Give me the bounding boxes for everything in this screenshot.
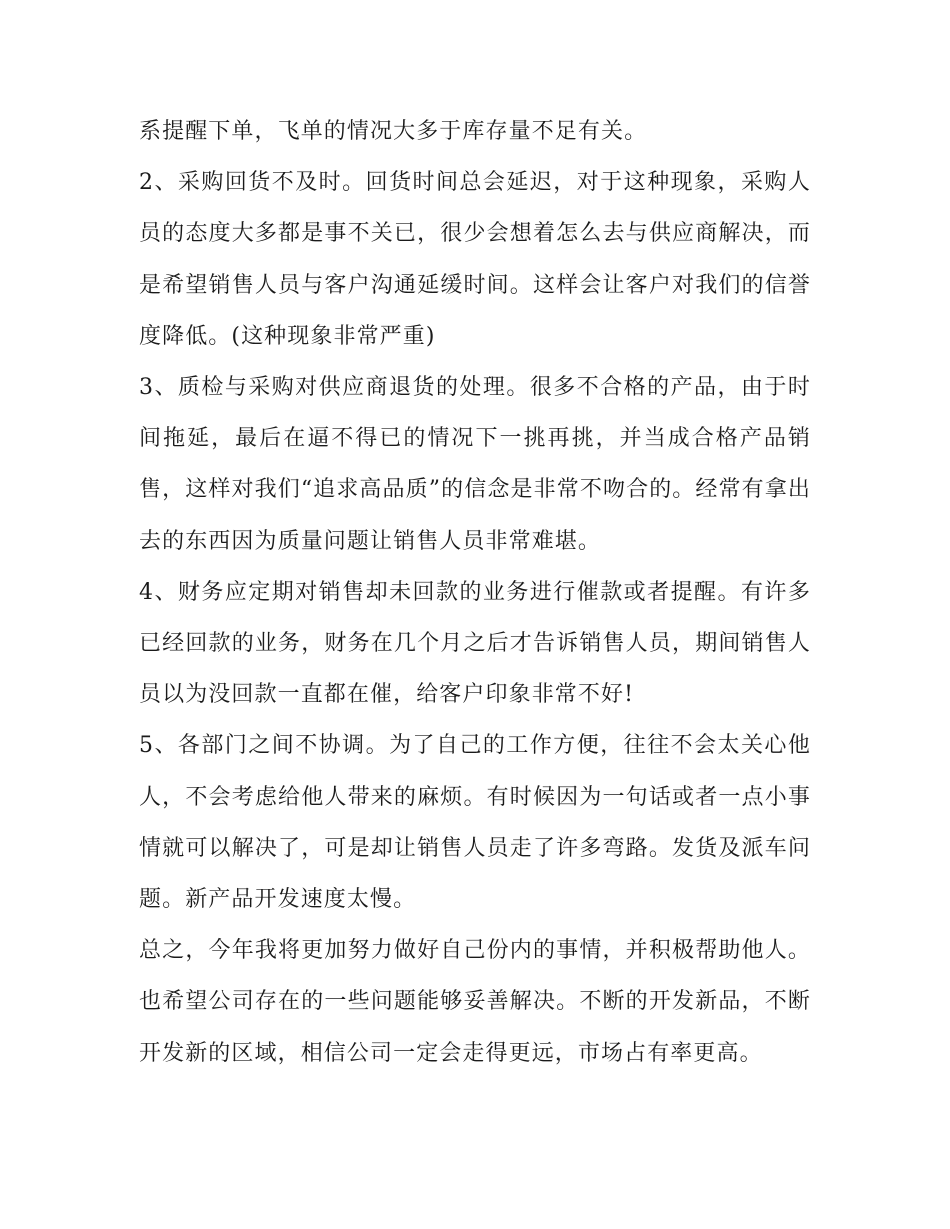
paragraph-item-5: 5、各部门之间不协调。为了自己的工作方便，往往不会太关心他人，不会考虑给他人带来的麻烦。有时候因为一句话或者一点小事情就可以解决了，可是却让销售人员走了许多弯路。发货及派车问题。新产品开发速度太慢。: [139, 733, 811, 913]
document-body: [139, 106, 811, 1079]
paragraph-continuation: 系提醒下单，飞单的情况大多于库存量不足有关。: [139, 119, 648, 144]
paragraph-item-2: 2、采购回货不及时。回货时间总会延迟，对于这种现象，采购人员的态度大多都是事不关已，很少会想着怎么去与供应商解决，而是希望销售人员与客户沟通延缓时间。这样会让客户对我们的信誉度降低。(这种现象非常严重): [139, 170, 811, 349]
paragraph-conclusion: 总之，今年我将更加努力做好自己份内的事情，并积极帮助他人。也希望公司存在的一些问题能够妥善解决。不断的开发新品，不断开发新的区域，相信公司一定会走得更远，市场占有率更高。: [139, 938, 811, 1066]
paragraph-item-3: 3、质检与采购对供应商退货的处理。很多不合格的产品，由于时间拖延，最后在逼不得已的情况下一挑再挑，并当成合格产品销售，这样对我们“追求高品质”的信念是非常不吻合的。经常有拿出去的东西因为质量问题让销售人员非常难堪。: [139, 375, 811, 554]
paragraph-item-4: 4、财务应定期对销售却未回款的业务进行催款或者提醒。有许多已经回款的业务，财务在几个月之后才告诉销售人员，期间销售人员以为没回款一直都在催，给客户印象非常不好!: [139, 579, 811, 708]
